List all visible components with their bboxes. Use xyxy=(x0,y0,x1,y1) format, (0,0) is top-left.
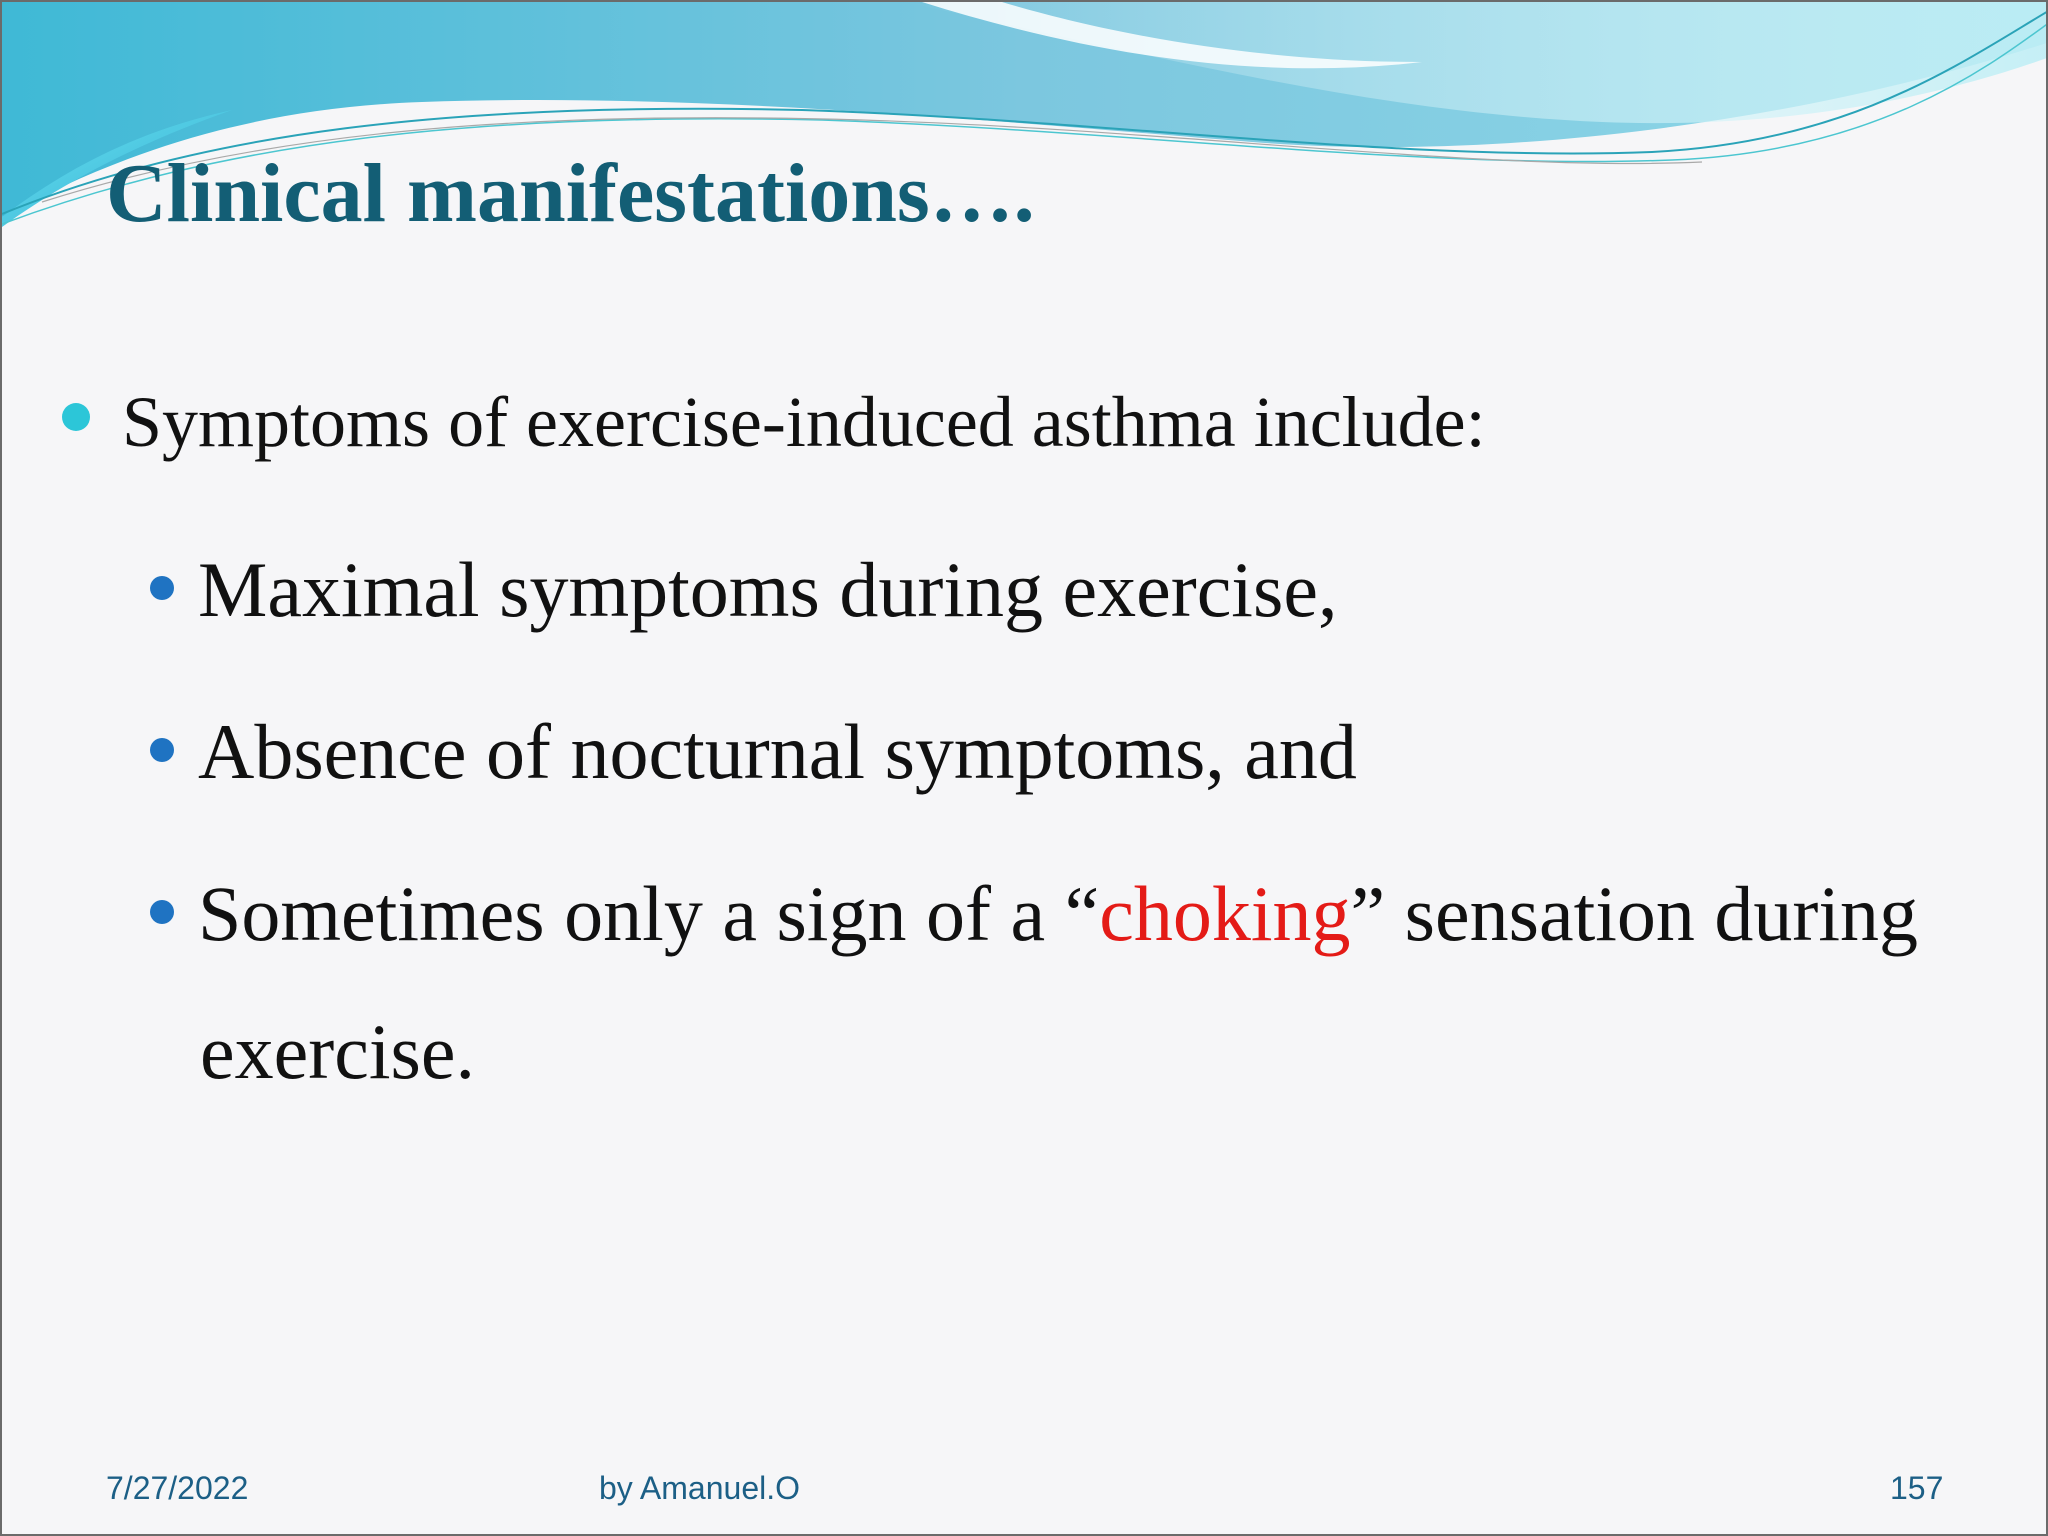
sub-bullet-3-text-after: ” sensation during xyxy=(1350,870,1919,957)
sub-bullet-1-text: Maximal symptoms during exercise, xyxy=(198,546,1338,633)
bullet-main xyxy=(62,374,1486,470)
footer-page-number: 157 xyxy=(1890,1470,1944,1506)
footer-date: 7/27/2022 xyxy=(106,1470,249,1506)
sub-bullet-3-text-before: Sometimes only a sign of a “ xyxy=(198,870,1100,957)
highlight-word-choking: choking xyxy=(1099,870,1351,957)
slide-title: Clinical manifestations…. xyxy=(106,147,1035,240)
sub-bullet-dot-icon xyxy=(150,738,174,762)
sub-bullet-3 xyxy=(150,864,1918,964)
sub-bullet-3-continuation: exercise. xyxy=(200,1008,475,1095)
footer-author: by Amanuel.O xyxy=(599,1470,800,1506)
bullet-dot-icon xyxy=(62,403,90,431)
sub-bullet-dot-icon xyxy=(150,900,174,924)
sub-bullet-1 xyxy=(150,540,1337,640)
bullet-main-text: Symptoms of exercise-induced asthma include: xyxy=(122,382,1486,462)
sub-bullet-dot-icon xyxy=(150,576,174,600)
sub-bullet-2 xyxy=(150,702,1357,802)
sub-bullet-2-text: Absence of nocturnal symptoms, and xyxy=(198,708,1357,795)
